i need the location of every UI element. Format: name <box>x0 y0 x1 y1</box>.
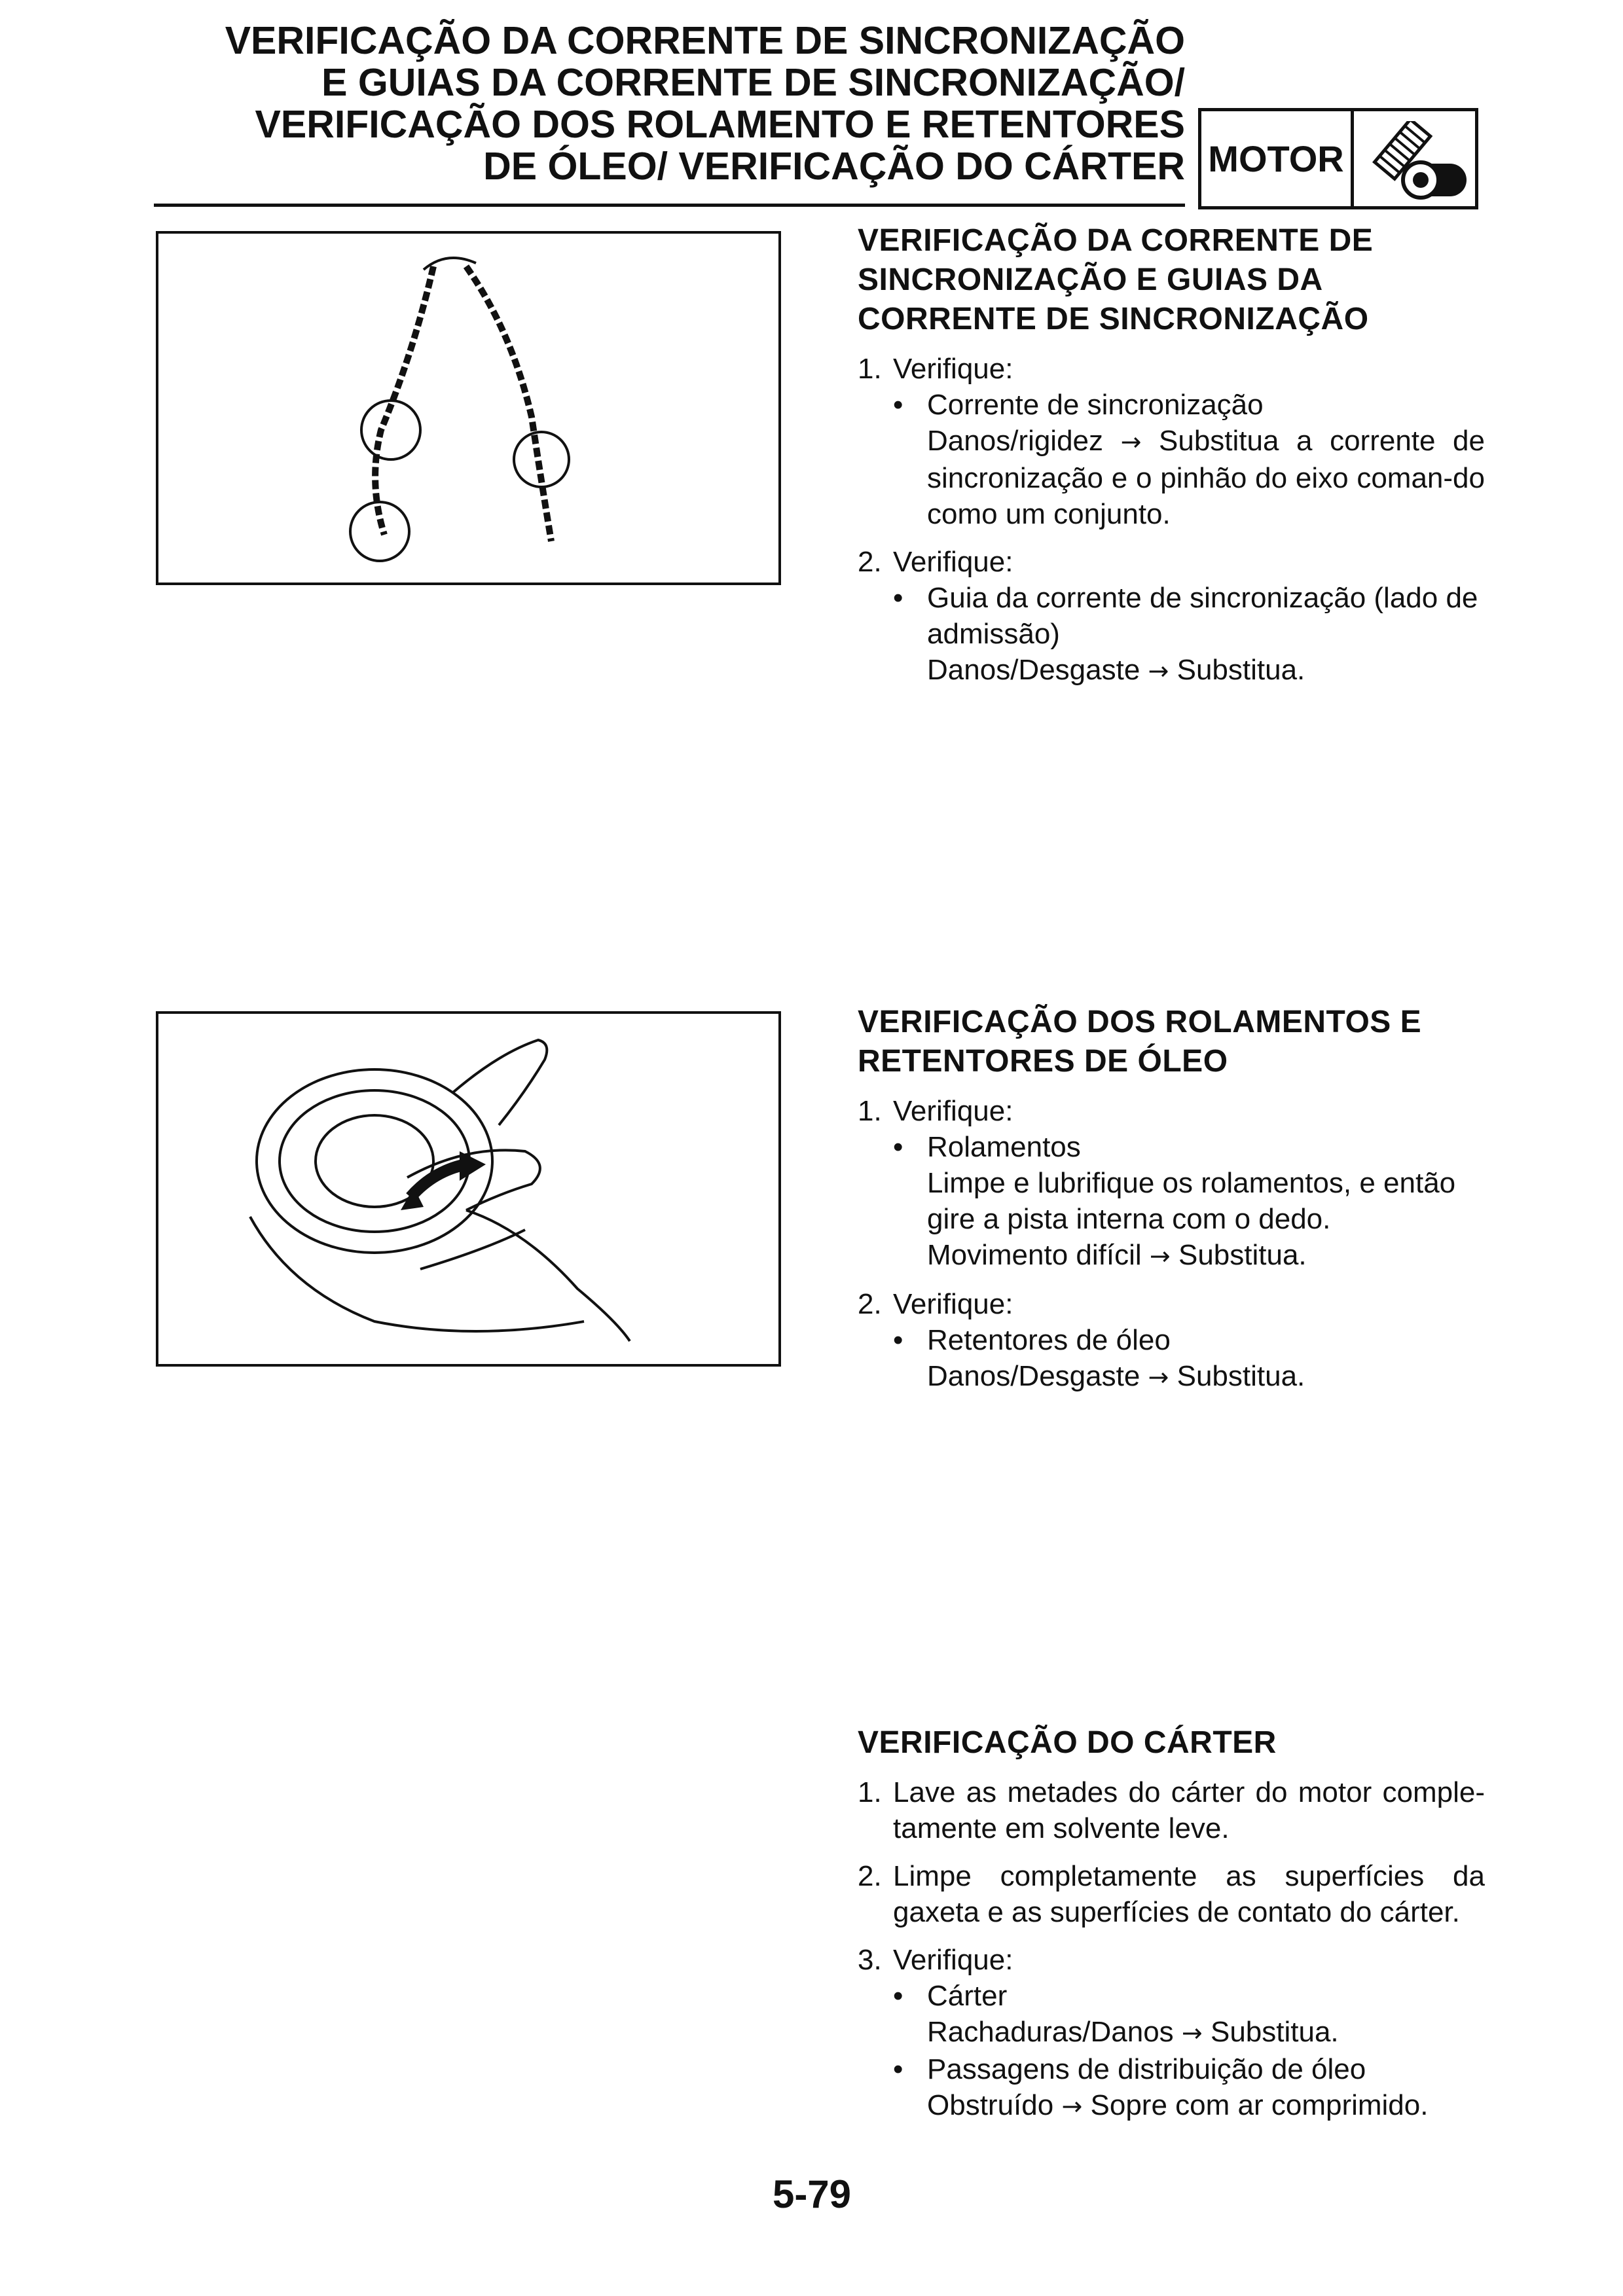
tab-divider <box>1351 111 1354 206</box>
bullet: • <box>893 2053 903 2085</box>
bullet: • <box>893 1980 903 2012</box>
title-line: VERIFICAÇÃO DOS ROLAMENTO E RETENTORES <box>255 103 1185 146</box>
step-number: 3. <box>858 1944 882 1976</box>
engine-bolt-icon <box>1359 121 1473 203</box>
step-detail: Rachaduras/Danos → Substitua. <box>927 2016 1339 2048</box>
arrow-icon: → <box>1149 1242 1171 1270</box>
arrow-icon: → <box>1181 2018 1203 2047</box>
arrow-icon: → <box>1120 427 1142 456</box>
step-detail: Movimento difícil → Substitua. <box>927 1239 1307 1271</box>
bearing-hand-illustration <box>158 1014 778 1364</box>
bearings-section <box>858 1003 1485 1395</box>
step-item <box>858 1942 1485 2125</box>
bullet-text: Retentores de óleo <box>927 1324 1171 1356</box>
timing-chain-illustration <box>158 234 778 583</box>
step-item <box>858 1858 1485 1930</box>
step-detail: Danos/Desgaste → Substitua. <box>927 1360 1305 1392</box>
step-number: 1. <box>858 1776 882 1808</box>
arrow-icon: → <box>1148 1363 1169 1391</box>
bullet-text: Rolamentos <box>927 1131 1081 1163</box>
step-number: 2. <box>858 546 882 578</box>
title-line: DE ÓLEO/ VERIFICAÇÃO DO CÁRTER <box>483 145 1185 188</box>
step-number: 1. <box>858 353 882 385</box>
bullet-text: Cárter <box>927 1980 1008 2012</box>
title-line: E GUIAS DA CORRENTE DE SINCRONIZAÇÃO/ <box>321 61 1185 104</box>
step-item <box>858 1774 1485 1846</box>
bullet-text: Guia da corrente de sincronização (lado de admissão) <box>927 582 1478 650</box>
section-heading: VERIFICAÇÃO DA CORRENTE DE SINCRONIZAÇÃO E GUIAS DA CORRENTE DE SINCRONIZAÇÃO <box>858 223 1374 336</box>
section-label: MOTOR <box>1208 138 1344 179</box>
bullet-text: Corrente de sincronização <box>927 389 1264 421</box>
step-number: 2. <box>858 1860 882 1892</box>
step-detail: Danos/rigidez → Substitua a corrente de sincronização e o pinhão do eixo coman-do como um conjunto. <box>927 425 1485 530</box>
arrow-icon: → <box>1061 2092 1083 2121</box>
step-label: Verifique: <box>893 546 1013 578</box>
step-label: Verifique: <box>893 1288 1013 1320</box>
timing-chain-section <box>858 221 1485 689</box>
section-heading: VERIFICAÇÃO DO CÁRTER <box>858 1725 1277 1760</box>
title-line: VERIFICAÇÃO DA CORRENTE DE SINCRONIZAÇÃO <box>225 19 1185 62</box>
bullet: • <box>893 389 903 421</box>
bullet: • <box>893 1131 903 1163</box>
bullet: • <box>893 1324 903 1356</box>
step-detail: Danos/Desgaste → Substitua. <box>927 654 1305 686</box>
step-text: Lave as metades do cárter do motor comple-tamente em solvente leve. <box>893 1776 1485 1844</box>
step-item <box>858 1286 1485 1395</box>
timing-chain-figure <box>156 231 781 585</box>
step-number: 2. <box>858 1288 882 1320</box>
page-number: 5-79 <box>772 2172 852 2216</box>
section-heading: VERIFICAÇÃO DOS ROLAMENTOS E RETENTORES DE ÓLEO <box>858 1005 1422 1079</box>
step-label: Verifique: <box>893 1095 1013 1127</box>
section-tab <box>1198 108 1478 209</box>
step-detail: Limpe e lubrifique os rolamentos, e então <box>927 1167 1456 1199</box>
step-label: Verifique: <box>893 353 1013 385</box>
page-title <box>154 20 1185 187</box>
step-item <box>858 1093 1485 1274</box>
bullet-text: Passagens de distribuição de óleo <box>927 2053 1366 2085</box>
arrow-icon: → <box>1148 656 1169 685</box>
step-label: Verifique: <box>893 1944 1013 1976</box>
step-detail: gire a pista interna com o dedo. <box>927 1203 1331 1235</box>
step-detail: Obstruído → Sopre com ar comprimido. <box>927 2089 1429 2121</box>
bullet: • <box>893 582 903 614</box>
crankcase-section <box>858 1723 1485 2125</box>
bearing-figure <box>156 1011 781 1367</box>
step-item <box>858 544 1485 689</box>
step-item <box>858 351 1485 532</box>
step-number: 1. <box>858 1095 882 1127</box>
header-divider <box>154 204 1185 207</box>
step-text: Limpe completamente as superfícies da gaxeta e as superfícies de contato do cárter. <box>893 1860 1485 1928</box>
